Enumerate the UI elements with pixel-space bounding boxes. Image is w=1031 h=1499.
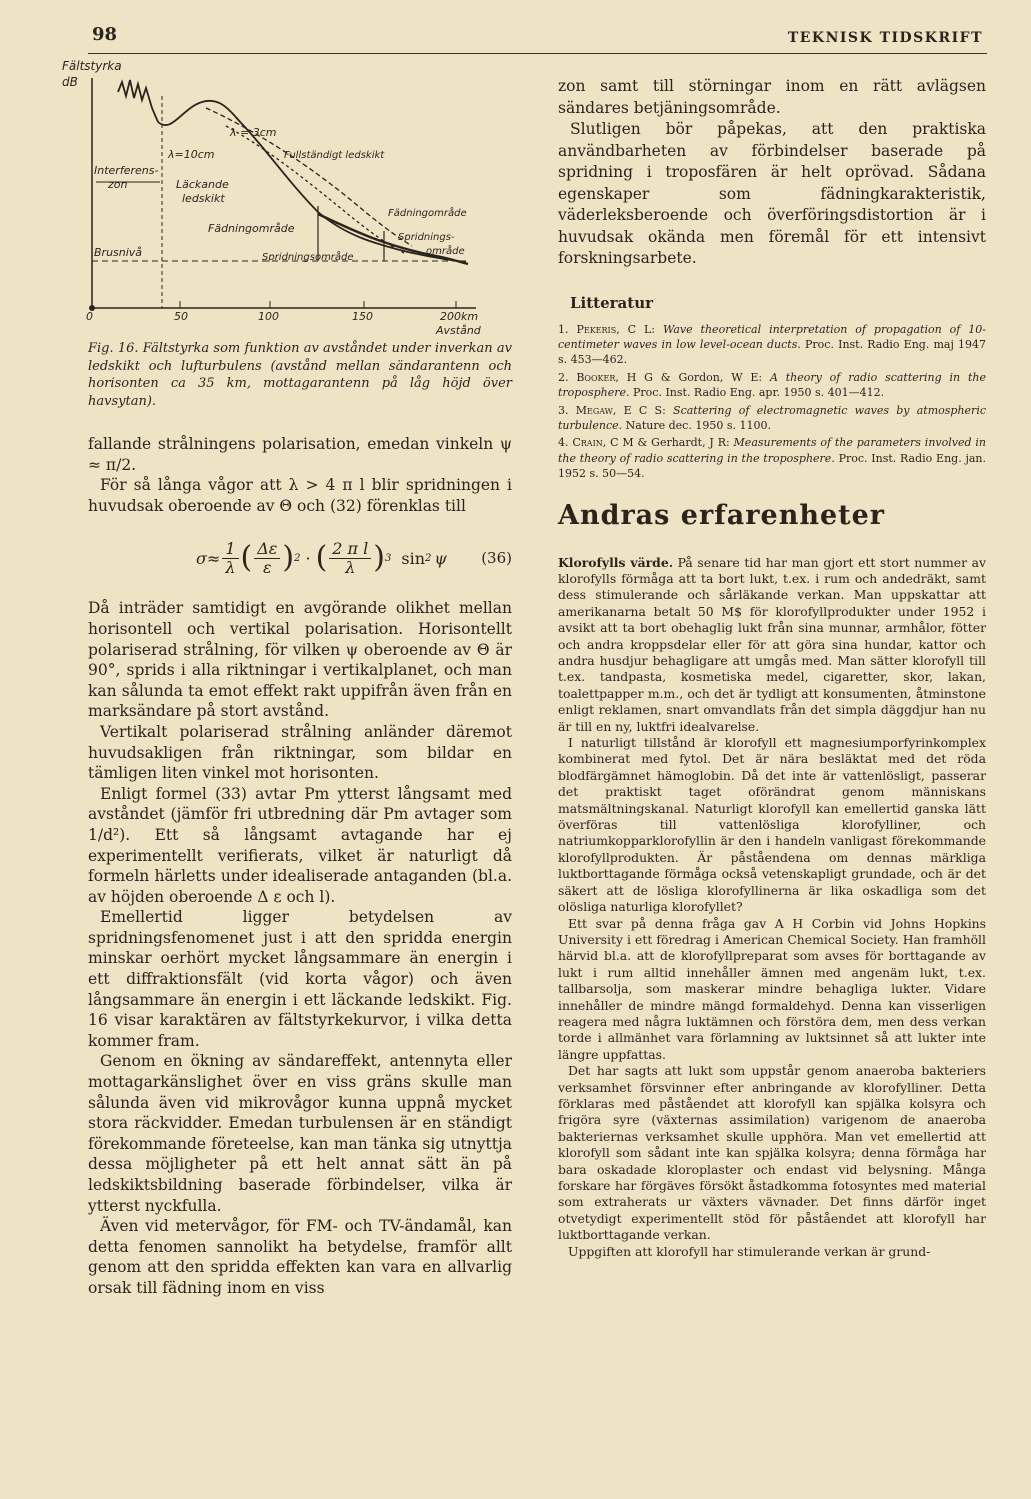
equation-number: (36) <box>481 549 512 568</box>
article-conclusion <box>558 76 986 270</box>
exponent: 2 <box>294 552 301 564</box>
paragraph: zon samt till störningar inom en rätt avlägsen sändares betjäningsområde. <box>558 77 986 117</box>
paragraph: Det har sagts att lukt som uppstår genom anaeroba bakteriers verksamhet försvinner efter anbringande av klorofylliner. Detta förklaras med påståendet att klorofyll kan spjälka kolsyra och frigöra syre (växternas assimilation) varigenom de anaeroba bakteriernas verksamhet skulle upphöra. Man vet emellertid att klorofyll som sådant inte kan spjälka kolsyra; denna förmåga har bara oskadade kloroplaster och endast vid belysning. Många forskare har förgäves försökt åstadkomma fotosyntes med material som extraherats ur växters vävnader. Det finns därför inget otvetydigt experimentellt stöd för påståendet att klorofyll har luktborttagande verkan. <box>558 1063 986 1243</box>
exponent: 3 <box>384 552 392 564</box>
paragraph: Vertikalt polariserad strålning anländer däremot huvudsakligen från riktningar, som bildar en tämligen liten vinkel mot horisonten. <box>88 722 512 783</box>
reference-item: 3. Megaw, E C S: Scattering of electromagnetic waves by atmospheric turbulence. Nature dec. 1950 s. 1100. <box>558 403 986 432</box>
paragraph: Uppgiften att klorofyll har stimulerande verkan är grund- <box>568 1243 931 1259</box>
caption-label: Fig. 16. <box>88 341 139 356</box>
fraction <box>222 540 238 577</box>
left-paren: ( <box>240 540 253 576</box>
fade-label-left: Fädningområde <box>208 222 295 235</box>
leaky-label: ledskikt <box>182 192 225 205</box>
fraction <box>254 540 280 577</box>
x-axis-label: Avstånd <box>436 324 481 337</box>
y-axis-unit: dB <box>62 75 78 89</box>
references-list <box>558 322 986 482</box>
figure-caption <box>88 340 512 410</box>
reference-item: 1. Pekeris, C L: Wave theoretical interpretation of propagation of 10-centimeter waves in low level-ocean ducts. Proc. Inst. Radio Eng. maj 1947 s. 453—462. <box>558 322 987 367</box>
news-article <box>558 555 986 1260</box>
paragraph: Slutligen bör påpekas, att den praktiska användbarheten av förbindelser baserade på spridning i troposfären är helt oprövad. Sådana egenskaper som fädningkarakteristik, väderleksberoende och överföringsdistortion är i huvudsak okända men föremål för ett intensivt forskningsarbete. <box>558 120 986 267</box>
scatter-label-left: Spridningsområde <box>262 252 354 263</box>
paragraph: Genom en ökning av sändareffekt, antennyta eller mottagarkänslighet över en viss gräns skulle man sålunda även vid mikrovågor kunna uppnå mycket stora räckvidder. Emedan turbulensen är en ständigt förekommande företeelse, kan man tänka sig utnyttja dessa möjligheter på ett helt annat sätt än på ledskiktsbildning baserade förbindelser, vilka är ytterst nyckfulla. <box>88 1052 512 1215</box>
x-tick-label: 50 <box>174 310 188 323</box>
sigma: σ≈ <box>196 548 221 568</box>
reference-item: 4. Crain, C M & Gerhardt, J R: Measurements of the parameters involved in the theory of radio scattering in the troposphere. Proc. Inst. Radio Eng. jan. 1952 s. 50—54. <box>558 436 986 481</box>
x-tick-label: 100 <box>258 310 279 323</box>
right-column <box>558 76 986 1260</box>
scatter-label-right: område <box>426 246 465 257</box>
paragraph: Enligt formel (33) avtar Pm ytterst långsamt med avståndet (jämför fri utbredning där Pm avtager som 1/d²). Ett så långsamt avtagande har ej experimentellt verifierats, vilket är naturligt då formeln härletts under idealiserade antaganden (bl.a. av höjden oberoende Δ ε och l). <box>88 784 512 906</box>
right-paren: ) <box>282 540 295 576</box>
denominator: λ <box>225 557 236 577</box>
interference-label: zon <box>108 178 128 191</box>
caption-text: Fältstyrka som funktion av avståndet under inverkan av ledskikt och lufturbulens (avstånd mellan sändarantenn och horisonten ca 35 km, mottagarantenn på låg höjd över havsytan). <box>88 341 512 409</box>
fade-label-right: Fädningområde <box>388 208 467 219</box>
noise-label: Brusnivå <box>94 246 143 259</box>
x-axis-end-label: 200km <box>440 310 479 323</box>
interference-label: Interferens- <box>94 164 159 177</box>
denominator: λ <box>345 557 356 577</box>
lambda10-label: λ=10cm <box>168 148 215 161</box>
fraction <box>329 540 371 577</box>
reference-item: 2. Booker, H G & Gordon, W E: A theory of radio scattering in the troposphere. Proc. Inst. Radio Eng. apr. 1950 s. 401—412. <box>558 370 986 400</box>
paragraph: I naturligt tillstånd är klorofyll ett magnesiumporfyrinkomplex kombinerat med fytol. Det är nära besläktat med det röda blodfärgämnet hämoglobin. Då det inte är vattenlösligt, passerar det praktiskt taget oförändrat genom människans matsmältningskanal. Naturligt klorofyll kan emellertid ganska lätt överföras till vattenlösliga klorofylliner, och natriumkopparklorofyllin är den i handeln vanligast förekommande klorofyllprodukten. Är påståendena om dennas märkliga luktborttagande förmåga också vetenskapligt grundade, och är det säkert att de lösliga klorofyllinerna är lika oskadliga som det olösliga naturliga klorofyllet? <box>558 735 986 915</box>
numerator: 1 <box>222 540 238 559</box>
x-tick-label: 150 <box>352 310 373 323</box>
header-rule <box>88 53 987 54</box>
psi: ψ <box>434 548 447 568</box>
article-lead: Klorofylls värde. <box>558 554 674 570</box>
page-number: 98 <box>92 24 118 45</box>
denominator: ε <box>263 557 272 577</box>
figure-16 <box>56 56 516 340</box>
formula-36 <box>88 522 512 594</box>
sin: sin <box>401 548 425 568</box>
paragraph: Då inträder samtidigt en avgörande olikhet mellan horisontell och vertikal polarisation. Horisontellt polariserad strålning, för vilken ψ oberoende av Θ är 90°, sprids i alla riktningar i vertikalplanet, och man kan sålunda ta emot effekt rakt uppifrån även från en marksändare på stort avstånd. <box>88 599 512 721</box>
paragraph: För så långa vågor att λ > 4 π l blir spridningen i huvudsak oberoende av Θ och (32) förenklas till <box>88 476 512 515</box>
y-axis-label: Fältstyrka <box>62 59 122 73</box>
references-heading: Litteratur <box>570 293 654 312</box>
paragraph: Emellertid ligger betydelsen av spridningsfenomenet just i att den spridda energin minskar oerhört mycket långsammare än energin i ett diffraktionsfält (vid korta vågor) och även långsammare än energin i ett läckande ledskikt. Fig. 16 visar karaktären av fältstyrkekurvor, i vilka detta kommer fram. <box>88 908 512 1050</box>
dot: · <box>305 548 311 568</box>
scatter-label-right: Spridnings- <box>398 232 455 243</box>
paragraph: Ett svar på denna fråga gav A H Corbin vid Johns Hopkins University i ett föredrag i American Chemical Society. Han framhöll härvid bl.a. att de klorofyllpreparat som avses för borttagande av lukt i rum alltid innehåller ämnen med angenäm lukt, t.ex. tallbarsolja, som maskerar mindre behagliga lukter. Vidare innehåller de mindre mängd formaldehyd. Denna kan visserligen reagera med några luktämnen och förstöra dem, men dess verkan torde i allmänhet vara förlamning av luktsinnet så att lukter inte längre uppfattas. <box>558 915 986 1062</box>
paragraph: fallande strålningens polarisation, emedan vinkeln ψ ≈ π/2. <box>88 435 512 474</box>
left-column <box>88 340 512 1299</box>
section-heading: Andras erfarenheter <box>558 499 886 531</box>
lambda3-label: λ = 3cm <box>230 126 277 139</box>
paragraph: Klorofylls värde. På senare tid har man gjort ett stort nummer av klorofylls förmåga att ta bort lukt, t.ex. i rum och andedräkt, samt dess stimulerande och sårläkande verkan. Man uppskattar att amerikanarna betalt 50 M$ för klorofyllprodukter under 1952 i avsikt att ta bort obehaglig lukt från sina munnar, armhålor, fötter och andra kroppsdelar eller för att göra sina hundar, kattor och andra husdjur behagligare att umgås med. Man sätter klorofyll till t.ex. tandpasta, kosmetiska medel, cigaretter, skor, lakan, toalettpapper m.m., och det är tydligt att konsumenten, åtminstone enligt reklamen, snart omvandlats från det simpla däggdjur han nu är till en ny, luktfri idealvarelse. <box>558 554 986 734</box>
right-paren: ) <box>373 540 385 576</box>
paragraph: Även vid metervågor, för FM- och TV-ändamål, kan detta fenomen sannolikt ha betydelse, framför allt genom att den spridda effekten kan vara en allvarlig orsak till fädning inom en viss <box>88 1217 512 1297</box>
formula-expression <box>196 540 447 577</box>
leaky-label: Läckande <box>176 178 229 191</box>
x-tick-label: 0 <box>86 310 93 323</box>
numerator: 2 π l <box>329 540 371 559</box>
exponent: 2 <box>425 552 432 564</box>
full-duct-label: Fullständigt ledskikt <box>284 150 385 161</box>
numerator: Δε <box>254 540 280 559</box>
left-paren: ( <box>315 540 328 576</box>
article-body <box>88 434 512 1299</box>
interference-curve <box>118 80 158 122</box>
journal-title: TEKNISK TIDSKRIFT <box>787 30 983 46</box>
